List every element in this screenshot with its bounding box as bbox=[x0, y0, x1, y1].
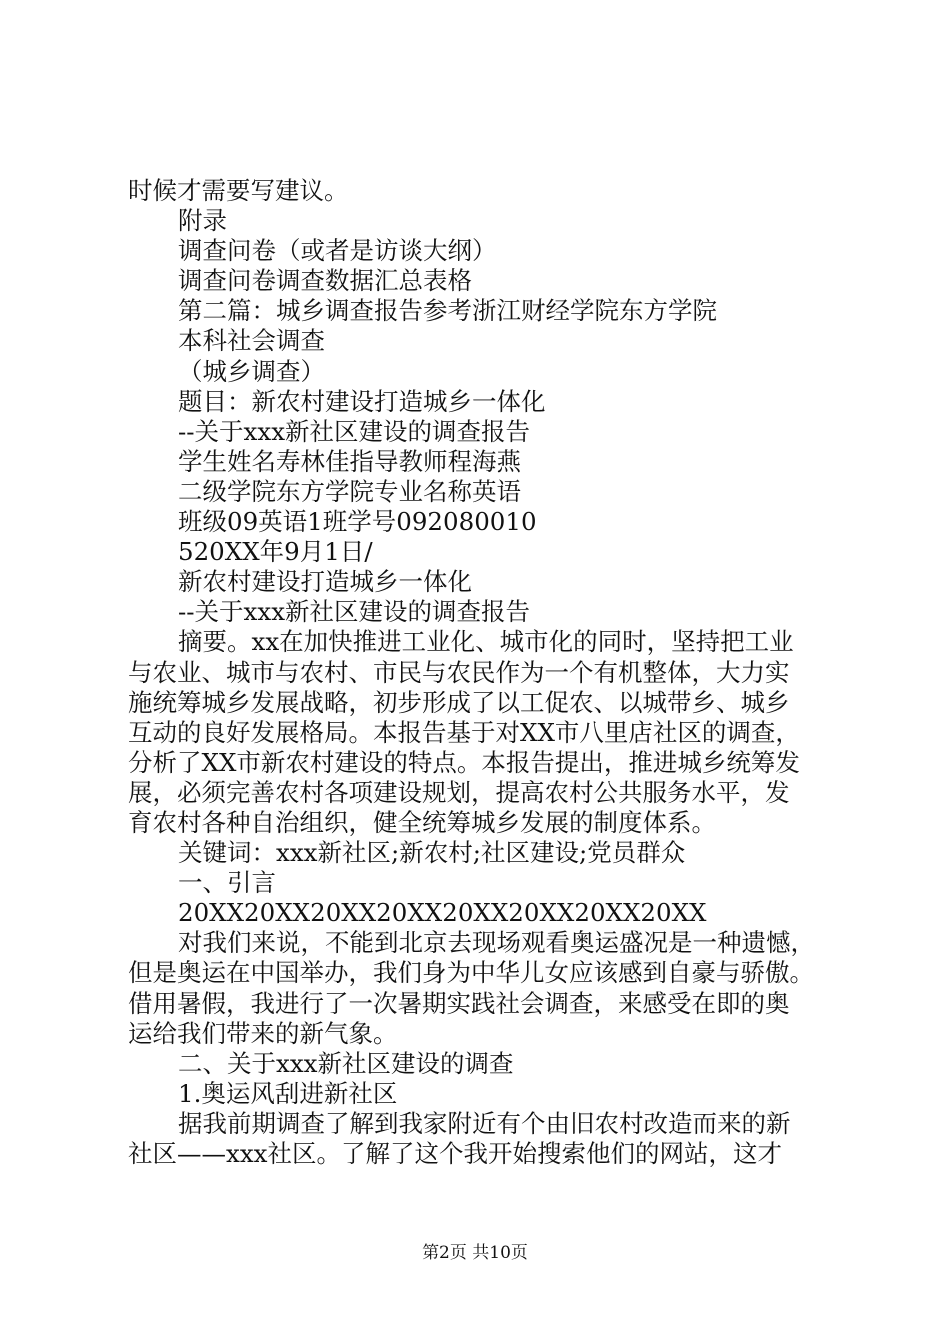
text-line: --关于xxx新社区建设的调查报告 bbox=[178, 597, 531, 627]
text-line: 分析了XX市新农村建设的特点。本报告提出，推进城乡统筹发 bbox=[128, 747, 800, 777]
text-line: 摘要。xx在加快推进工业化、城市化的同时，坚持把工业 bbox=[178, 627, 794, 657]
text-line: 调查问卷调查数据汇总表格 bbox=[178, 266, 472, 296]
text-line: 第二篇：城乡调查报告参考浙江财经学院东方学院 bbox=[178, 296, 717, 326]
text-line: 关键词：xxx新社区;新农村;社区建设;党员群众 bbox=[178, 838, 686, 868]
text-line: 育农村各种自治组织，健全统筹城乡发展的制度体系。 bbox=[128, 807, 716, 837]
text-line: 新农村建设打造城乡一体化 bbox=[178, 567, 472, 597]
text-line: 20XX20XX20XX20XX20XX20XX20XX20XX bbox=[178, 898, 707, 928]
text-line: 附录 bbox=[178, 206, 227, 236]
text-line: 施统筹城乡发展战略，初步形成了以工促农、以城带乡、城乡 bbox=[128, 687, 790, 717]
text-line: 学生姓名寿林佳指导教师程海燕 bbox=[178, 446, 521, 476]
text-line: 互动的良好发展格局。本报告基于对XX市八里店社区的调查， bbox=[128, 717, 800, 747]
text-line: 1.奥运风刮进新社区 bbox=[178, 1078, 398, 1108]
text-line: 班级09英语1班学号092080010 bbox=[178, 507, 537, 537]
text-line: 调查问卷（或者是访谈大纲） bbox=[178, 236, 497, 266]
text-line: 展，必须完善农村各项建设规划，提高农村公共服务水平，发 bbox=[128, 777, 790, 807]
text-line: 但是奥运在中国举办，我们身为中华儿女应该感到自豪与骄傲。 bbox=[128, 958, 814, 988]
text-line: 据我前期调查了解到我家附近有个由旧农村改造而来的新 bbox=[178, 1108, 791, 1138]
text-line: --关于xxx新社区建设的调查报告 bbox=[178, 416, 531, 446]
page-footer: 第2页 共10页 bbox=[422, 1243, 528, 1263]
text-line: 与农业、城市与农村、市民与农民作为一个有机整体，大力实 bbox=[128, 657, 790, 687]
text-line: （城乡调查） bbox=[178, 356, 325, 386]
text-line: 二级学院东方学院专业名称英语 bbox=[178, 476, 521, 506]
text-line: 时候才需要写建议。 bbox=[128, 176, 349, 205]
text-line: 社区——xxx社区。了解了这个我开始搜索他们的网站，这才 bbox=[128, 1139, 782, 1168]
text-line: 题目：新农村建设打造城乡一体化 bbox=[178, 386, 546, 416]
text-line: 借用暑假，我进行了一次暑期实践社会调查，来感受在即的奥 bbox=[128, 988, 790, 1018]
document-body bbox=[128, 176, 840, 1169]
text-line: 本科社会调查 bbox=[178, 326, 325, 356]
text-line: 对我们来说，不能到北京去现场观看奥运盛况是一种遗憾， bbox=[178, 928, 815, 958]
text-line: 运给我们带来的新气象。 bbox=[128, 1018, 398, 1048]
text-line: 一、引言 bbox=[178, 868, 276, 898]
text-line: 二、关于xxx新社区建设的调查 bbox=[178, 1048, 514, 1078]
text-line: 520XX年9月1日/ bbox=[178, 537, 373, 567]
